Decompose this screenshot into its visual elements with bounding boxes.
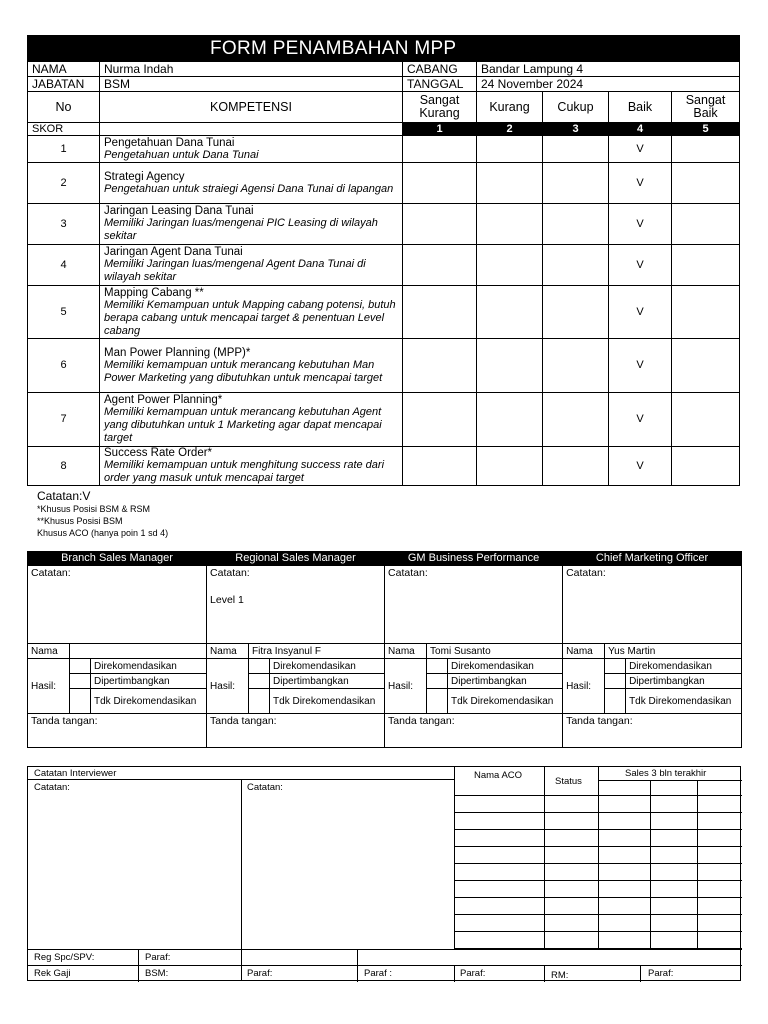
skor-1: 1: [403, 123, 477, 136]
nama-value-rsm[interactable]: Fitra Insyanul F: [249, 644, 385, 659]
checkbox-bsm-dipertimbangkan[interactable]: [70, 674, 91, 689]
jabatan-value[interactable]: BSM: [100, 77, 403, 92]
checkbox-gm-tdk[interactable]: [427, 689, 448, 714]
nama-value[interactable]: Nurma Indah: [100, 62, 403, 77]
header-kompetensi: KOMPETENSI: [100, 92, 403, 123]
header-sangat-baik: Sangat Baik: [672, 92, 740, 123]
score-cell-2[interactable]: [477, 286, 543, 339]
note-3: Khusus ACO (hanya poin 1 sd 4): [37, 528, 169, 538]
checkbox-rsm-tdk[interactable]: [249, 689, 270, 714]
status-header: Status: [555, 776, 582, 787]
aco-row-line: [454, 795, 742, 796]
catatan-main: Catatan:V: [37, 489, 91, 503]
score-cell-4[interactable]: V: [609, 204, 672, 245]
score-cell-2[interactable]: [477, 136, 543, 163]
competency-title: Agent Power Planning*: [104, 394, 223, 406]
catatan-label: Catatan:: [388, 567, 428, 579]
score-cell-2[interactable]: [477, 245, 543, 286]
nama-value-bsm[interactable]: [70, 644, 207, 659]
hasil-label: Hasil:: [28, 659, 70, 714]
table-row: [28, 286, 740, 339]
score-cell-5[interactable]: [672, 136, 740, 163]
nama-aco-header: Nama ACO: [474, 770, 523, 781]
skor-label: SKOR: [28, 123, 100, 136]
option-direkomendasikan: Direkomendasikan: [448, 659, 563, 674]
reg-spc-label: Reg Spc/SPV:: [34, 952, 95, 963]
competency-cell: [100, 245, 403, 286]
score-cell-2[interactable]: [477, 204, 543, 245]
score-cell-3[interactable]: [543, 245, 609, 286]
score-cell-2[interactable]: [477, 339, 543, 393]
note-1: *Khusus Posisi BSM & RSM: [37, 504, 151, 514]
competency-cell: [100, 393, 403, 447]
score-cell-2[interactable]: [477, 393, 543, 447]
row-number: 4: [28, 245, 100, 286]
paraf-label: Paraf:: [460, 968, 486, 979]
row-number: 2: [28, 163, 100, 204]
option-tdk-direkomendasikan: Tdk Direkomendasikan: [626, 689, 742, 714]
score-cell-5[interactable]: [672, 163, 740, 204]
hasil-label: Hasil:: [385, 659, 427, 714]
divider: [640, 965, 641, 982]
score-cell-1[interactable]: [403, 136, 477, 163]
checkbox-rsm-direkomendasikan[interactable]: [249, 659, 270, 674]
divider: [28, 949, 742, 950]
option-direkomendasikan: Direkomendasikan: [270, 659, 385, 674]
competency-desc: Memiliki Jaringan luas/mengenai PIC Leasing di wilayah sekitar: [104, 217, 378, 242]
score-cell-3[interactable]: [543, 136, 609, 163]
catatan-box-rsm[interactable]: [207, 566, 385, 644]
competency-desc: Memiliki kemampuan untuk menghitung success rate dari order yang masuk untuk mencapai target: [104, 459, 385, 484]
catatan-label: Catatan:: [210, 567, 250, 579]
score-cell-4[interactable]: V: [609, 286, 672, 339]
score-cell-5[interactable]: [672, 339, 740, 393]
competency-title: Jaringan Leasing Dana Tunai: [104, 205, 254, 217]
score-cell-5[interactable]: [672, 245, 740, 286]
score-cell-5[interactable]: [672, 393, 740, 447]
score-cell-1[interactable]: [403, 163, 477, 204]
hasil-label: Hasil:: [563, 659, 605, 714]
table-row: [28, 447, 740, 486]
competency-desc: Memiliki kemampuan untuk merancang kebutuhan Agent yang dibutuhkan untuk 1 Marketing agar dapat mencapai target: [104, 406, 382, 444]
role-chief-marketing-officer: Chief Marketing Officer: [563, 552, 742, 566]
competency-title: Mapping Cabang **: [104, 286, 204, 299]
row-number: 6: [28, 339, 100, 393]
option-direkomendasikan: Direkomendasikan: [91, 659, 207, 674]
competency-cell: [100, 286, 403, 339]
nama-value-gm[interactable]: Tomi Susanto: [427, 644, 563, 659]
aco-row-line: [454, 863, 742, 864]
assessment-form: [27, 35, 740, 486]
competency-title: Pengetahuan Dana Tunai: [104, 136, 235, 149]
score-cell-3[interactable]: [543, 204, 609, 245]
paraf-label: Paraf:: [247, 968, 273, 979]
nama-label: NAMA: [28, 62, 100, 77]
form-title: FORM PENAMBAHAN MPP: [28, 36, 740, 62]
paraf-label: Paraf:: [145, 952, 171, 963]
aco-row-line: [454, 897, 742, 898]
tanda-tangan-bsm[interactable]: Tanda tangan:: [28, 714, 207, 748]
hasil-label: Hasil:: [207, 659, 249, 714]
checkbox-bsm-tdk[interactable]: [70, 689, 91, 714]
competency-cell: [100, 136, 403, 163]
cabang-value[interactable]: Bandar Lampung 4: [477, 62, 740, 77]
rm-label: RM:: [551, 970, 569, 981]
aco-row-line: [454, 812, 742, 813]
competency-title: Man Power Planning (MPP)*: [104, 346, 251, 359]
bsm-label: BSM:: [145, 968, 169, 979]
header-cukup: Cukup: [543, 92, 609, 123]
score-cell-4[interactable]: V: [609, 163, 672, 204]
divider: [357, 949, 358, 982]
score-cell-5[interactable]: [672, 447, 740, 486]
nama-label: Nama: [563, 644, 605, 659]
score-cell-3[interactable]: [543, 447, 609, 486]
aco-row-line: [454, 829, 742, 830]
catatan-input-1[interactable]: [29, 795, 240, 947]
score-cell-2[interactable]: [477, 163, 543, 204]
divider: [454, 965, 455, 982]
paraf-label: Paraf :: [364, 968, 392, 979]
option-dipertimbangkan: Dipertimbangkan: [270, 674, 385, 689]
score-cell-4[interactable]: V: [609, 136, 672, 163]
divider: [138, 949, 139, 982]
tanggal-label: TANGGAL: [403, 77, 477, 92]
competency-rows: [28, 136, 740, 486]
tanda-tangan-cmo[interactable]: Tanda tangan:: [563, 714, 742, 748]
skor-3: 3: [543, 123, 609, 136]
score-cell-1[interactable]: [403, 393, 477, 447]
score-cell-4[interactable]: V: [609, 339, 672, 393]
checkbox-cmo-tdk[interactable]: [605, 689, 626, 714]
checkbox-gm-dipertimbangkan[interactable]: [427, 674, 448, 689]
skor-blank: [100, 123, 403, 136]
catatan-box-gm[interactable]: [385, 566, 563, 644]
score-cell-3[interactable]: [543, 393, 609, 447]
row-number: 1: [28, 136, 100, 163]
role-branch-sales-manager: Branch Sales Manager: [28, 552, 207, 566]
competency-cell: [100, 204, 403, 245]
score-cell-3[interactable]: [543, 163, 609, 204]
competency-desc: Memiliki kemampuan untuk merancang kebutuhan Man Power Marketing yang dibutuhkan untuk mencapai target: [104, 358, 383, 384]
competency-title: Success Rate Order*: [104, 447, 213, 459]
role-regional-sales-manager: Regional Sales Manager: [207, 552, 385, 566]
table-row: [28, 245, 740, 286]
header-baik: Baik: [609, 92, 672, 123]
table-row: [28, 136, 740, 163]
catatan-level: Level 1: [210, 594, 244, 606]
competency-desc: Pengetahuan untuk straiegi Agensi Dana Tunai di lapangan: [104, 182, 394, 195]
catatan-label-1: Catatan:: [34, 782, 70, 793]
table-row: [28, 393, 740, 447]
score-cell-2[interactable]: [477, 447, 543, 486]
option-tdk-direkomendasikan: Tdk Direkomendasikan: [448, 689, 563, 714]
score-cell-1[interactable]: [403, 204, 477, 245]
aco-row-line: [454, 846, 742, 847]
rek-gaji-label: Rek Gaji: [34, 968, 71, 979]
score-cell-3[interactable]: [543, 286, 609, 339]
catatan-box-cmo[interactable]: [563, 566, 742, 644]
score-cell-1[interactable]: [403, 339, 477, 393]
divider: [598, 780, 742, 781]
checkbox-gm-direkomendasikan[interactable]: [427, 659, 448, 674]
header-kurang: Kurang: [477, 92, 543, 123]
role-gm-business-performance: GM Business Performance: [385, 552, 563, 566]
catatan-box-bsm[interactable]: [28, 566, 207, 644]
score-cell-1[interactable]: [403, 286, 477, 339]
skor-5: 5: [672, 123, 740, 136]
cabang-label: CABANG: [403, 62, 477, 77]
jabatan-label: JABATAN: [28, 77, 100, 92]
tanggal-value[interactable]: 24 November 2024: [477, 77, 740, 92]
divider: [650, 780, 651, 949]
sales-header: Sales 3 bln terakhir: [625, 768, 707, 779]
approval-table: [27, 551, 742, 748]
header-sangat-kurang: Sangat Kurang: [403, 92, 477, 123]
table-row: [28, 163, 740, 204]
competency-desc: Memiliki Jaringan luas/mengenal Agent Dana Tunai di wilayah sekitar: [104, 258, 366, 283]
divider: [544, 965, 545, 982]
note-2: **Khusus Posisi BSM: [37, 516, 123, 526]
aco-row-line: [454, 931, 742, 932]
option-dipertimbangkan: Dipertimbangkan: [91, 674, 207, 689]
header-no: No: [28, 92, 100, 123]
aco-row-line: [454, 880, 742, 881]
catatan-label: Catatan:: [31, 567, 71, 579]
table-row: [28, 339, 740, 393]
divider: [697, 780, 698, 949]
table-row: [28, 204, 740, 245]
skor-2: 2: [477, 123, 543, 136]
divider: [28, 965, 742, 966]
aco-row-line: [454, 914, 742, 915]
row-number: 3: [28, 204, 100, 245]
competency-title: Strategi Agency: [104, 170, 185, 183]
nama-value-cmo[interactable]: Yus Martin: [605, 644, 742, 659]
catatan-label-2: Catatan:: [247, 782, 283, 793]
checkbox-bsm-direkomendasikan[interactable]: [70, 659, 91, 674]
catatan-label: Catatan:: [566, 567, 606, 579]
competency-cell: [100, 339, 403, 393]
row-number: 5: [28, 286, 100, 339]
score-cell-4[interactable]: V: [609, 393, 672, 447]
checkbox-cmo-direkomendasikan[interactable]: [605, 659, 626, 674]
skor-4: 4: [609, 123, 672, 136]
score-cell-5[interactable]: [672, 286, 740, 339]
option-dipertimbangkan: Dipertimbangkan: [626, 674, 742, 689]
competency-cell: [100, 163, 403, 204]
row-number: 8: [28, 447, 100, 486]
nama-label: Nama: [28, 644, 70, 659]
nama-label: Nama: [207, 644, 249, 659]
score-cell-3[interactable]: [543, 339, 609, 393]
tanda-tangan-gm[interactable]: Tanda tangan:: [385, 714, 563, 748]
nama-label: Nama: [385, 644, 427, 659]
catatan-input-2[interactable]: [242, 795, 453, 947]
option-direkomendasikan: Direkomendasikan: [626, 659, 742, 674]
competency-desc: Pengetahuan untuk Dana Tunai: [104, 148, 259, 161]
competency-cell: [100, 447, 403, 486]
score-cell-4[interactable]: V: [609, 245, 672, 286]
option-tdk-direkomendasikan: Tdk Direkomendasikan: [270, 689, 385, 714]
interviewer-title: Catatan Interviewer: [34, 768, 117, 779]
paraf-label: Paraf:: [648, 968, 674, 979]
score-cell-1[interactable]: [403, 245, 477, 286]
tanda-tangan-rsm[interactable]: Tanda tangan:: [207, 714, 385, 748]
row-number: 7: [28, 393, 100, 447]
notes-section: [27, 485, 739, 543]
competency-title: Jaringan Agent Dana Tunai: [104, 246, 243, 258]
checkbox-cmo-dipertimbangkan[interactable]: [605, 674, 626, 689]
competency-desc: Memiliki Kemampuan untuk Mapping cabang potensi, butuh berapa cabang untuk mencapai target & penentuan Level cabang: [104, 298, 396, 337]
score-cell-4[interactable]: V: [609, 447, 672, 486]
option-tdk-direkomendasikan: Tdk Direkomendasikan: [91, 689, 207, 714]
checkbox-rsm-dipertimbangkan[interactable]: [249, 674, 270, 689]
score-cell-5[interactable]: [672, 204, 740, 245]
score-cell-1[interactable]: [403, 447, 477, 486]
option-dipertimbangkan: Dipertimbangkan: [448, 674, 563, 689]
interviewer-section: [27, 766, 741, 981]
